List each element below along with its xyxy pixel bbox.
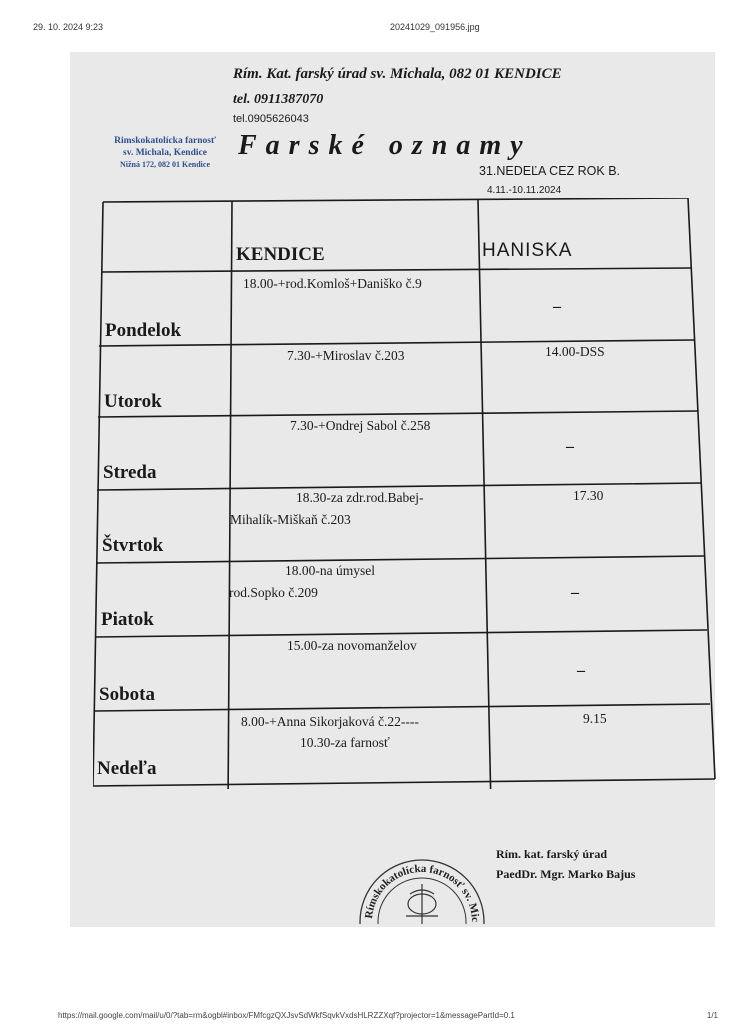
kendice-entry: 15.00-za novomanželov	[287, 638, 417, 653]
haniska-entry: 14.00-DSS	[545, 344, 605, 359]
haniska-entry: –	[566, 438, 574, 455]
seal-text	[350, 824, 481, 922]
print-url: https://mail.google.com/mail/u/0/?tab=rm&ogbl#inbox/FMfcgzQXJsvSdWkfSqvkVxdsHLRZZXqf?projector=1&messagePartId=0.1	[58, 1011, 515, 1020]
haniska-entry: –	[553, 298, 561, 315]
day-label: Štvrtok	[102, 535, 164, 556]
print-page-number: 1/1	[706, 1011, 718, 1020]
stamp-line-2: sv. Michala, Kendice	[123, 148, 207, 158]
liturgical-sunday: 31.NEDEĽA CEZ ROK B.	[479, 164, 621, 178]
stamp-line-1: Rimskokatolícka farnosť	[114, 136, 216, 146]
phone-primary: tel. 0911387070	[233, 92, 324, 107]
day-label: Sobota	[99, 684, 155, 705]
column-header-kendice: KENDICE	[236, 244, 325, 265]
column-header-haniska: HANISKA	[482, 240, 573, 261]
page-title: Farské oznamy	[238, 130, 532, 161]
day-label: Piatok	[101, 609, 154, 630]
day-label: Utorok	[104, 391, 162, 412]
print-filename: 20241029_091956.jpg	[390, 22, 480, 32]
haniska-entry: –	[577, 662, 585, 679]
signature-name: PaedDr. Mgr. Marko Bajus	[496, 867, 636, 881]
print-footer	[58, 1011, 718, 1020]
day-label: Pondelok	[105, 320, 182, 341]
day-label: Streda	[103, 462, 157, 483]
kendice-entry-cont: rod.Sopko č.209	[229, 585, 318, 600]
seal-graphic	[350, 824, 490, 924]
parish-seal-stamp	[350, 824, 490, 924]
haniska-entry: 9.15	[583, 711, 607, 726]
seal-emblem-icon	[406, 884, 438, 924]
kendice-entry: 7.30-+Ondrej Sabol č.258	[290, 418, 431, 433]
seal-text-path: Rímskokatolícka farnosť sv. Mic	[363, 862, 482, 923]
signature-office: Rím. kat. farský úrad	[496, 847, 608, 861]
kendice-entry: 18.30-za zdr.rod.Babej-	[296, 490, 424, 505]
kendice-entry: 18.00-na úmysel	[285, 563, 375, 578]
mass-schedule-table	[93, 198, 718, 789]
scanned-sheet	[70, 52, 715, 927]
haniska-entry: 17.30	[573, 488, 604, 503]
phone-secondary: tel.0905626043	[233, 113, 309, 125]
kendice-entry: 7.30-+Miroslav č.203	[287, 348, 405, 363]
parish-stamp-text	[90, 135, 240, 171]
haniska-entry: –	[571, 584, 579, 601]
day-label: Nedeľa	[97, 758, 157, 779]
kendice-entry-cont: Mihalík-Miškaň č.203	[230, 512, 351, 527]
kendice-entry-cont: 10.30-za farnosť	[300, 735, 390, 750]
date-range: 4.11.-10.11.2024	[487, 185, 562, 196]
print-date: 29. 10. 2024 9:23	[33, 22, 104, 32]
stamp-line-3: Nižná 172, 082 01 Kendice	[120, 160, 210, 169]
kendice-entry: 8.00-+Anna Sikorjaková č.22----	[241, 714, 419, 729]
parish-address: Rím. Kat. farský úrad sv. Michala, 082 01 KENDICE	[233, 66, 562, 82]
kendice-entry: 18.00-+rod.Komloš+Daniško č.9	[243, 276, 422, 291]
